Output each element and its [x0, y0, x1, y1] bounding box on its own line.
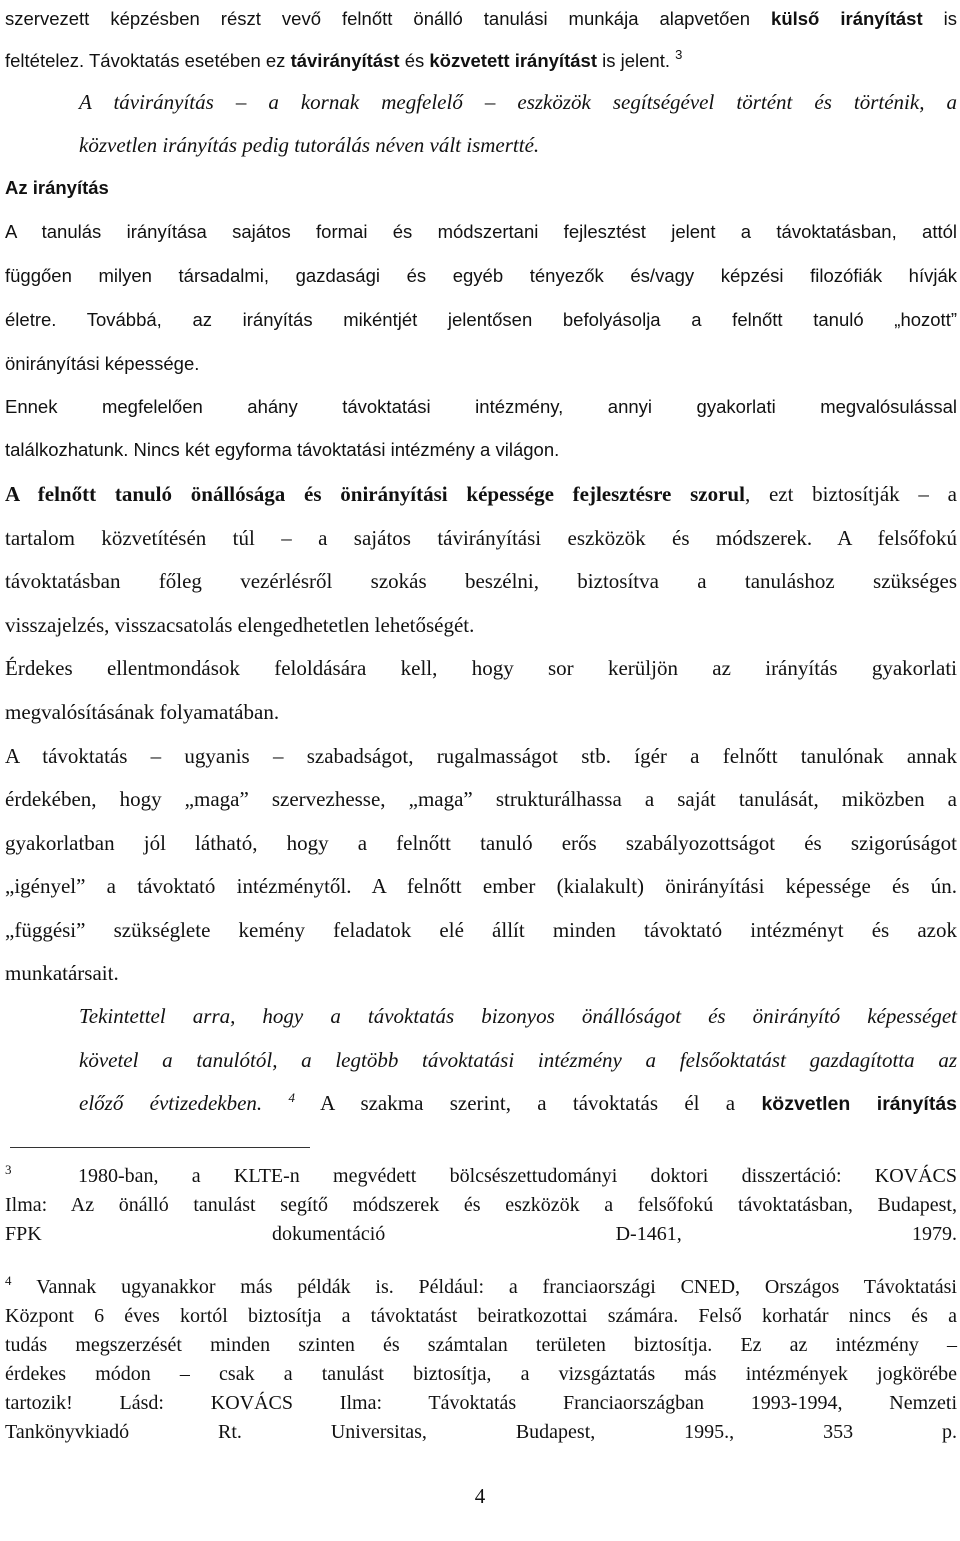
text-run: is	[943, 8, 958, 29]
page-number: 4	[474, 1484, 486, 1508]
text-run: 1980-ban, a KLTE-n megvédett bölcsészettudományi doktori disszertáció: KOVÁCS	[77, 1165, 957, 1187]
footnote-line: FPK dokumentáció D-1461, 1979.	[5, 1223, 957, 1245]
footnote-number: 4	[5, 1273, 12, 1288]
body-line: Ennek megfelelően ahány távoktatási intézmény, annyi gyakorlati megvalósulással	[5, 396, 957, 417]
footnote-separator	[10, 1147, 310, 1148]
body-line: életre. Továbbá, az irányítás mikéntjét jelentősen befolyásolja a felnőtt tanuló „hozott”	[5, 309, 957, 330]
footnote-number: 3	[5, 1162, 12, 1177]
text-run: is jelent.	[602, 50, 670, 71]
footnote-ref: 3	[675, 47, 683, 62]
footnote-line: tartozik! Lásd: KOVÁCS Ilma: Távoktatás Franciaországban 1993-1994, Nemzeti	[5, 1392, 957, 1414]
quote-line: A távirányítás – a kornak megfelelő – eszközök segítségével történt és történik, a	[79, 90, 957, 114]
bold-text: külső irányítást	[771, 8, 923, 29]
body-line	[5, 49, 957, 73]
body-line: munkatársait.	[5, 961, 119, 985]
body-line: tartalom közvetítésén túl – a sajátos távirányítási eszközök és módszerek. A felsőfokú	[5, 526, 957, 550]
text-run: szervezett képzésben részt vevő felnőtt önálló tanulási munkája alapvetően	[5, 8, 751, 29]
body-line: Érdekes ellentmondások feloldására kell, hogy sor kerüljön az irányítás gyakorlati	[5, 656, 957, 680]
body-line: függően milyen társadalmi, gazdasági és egyéb tényezők és/vagy képzési filozófiák hívják	[5, 265, 957, 286]
text-run: Vannak ugyanakkor más példák is. Például: a franciaországi CNED, Országos Távoktatási	[36, 1276, 957, 1298]
quote-line	[79, 1091, 957, 1116]
bold-text: közvetett irányítást	[429, 50, 597, 71]
body-line: önirányítási képessége.	[5, 353, 200, 374]
footnote-line: tudás megszerzését minden szinten és számtalan területen biztosítja. Ez az intézmény –	[5, 1334, 957, 1356]
body-line	[5, 482, 957, 506]
body-line: távoktatásban főleg vezérlésről szokás beszélni, biztosítva a tanuláshoz szükséges	[5, 569, 957, 593]
bold-text: távirányítást	[290, 50, 400, 71]
footnote-line: Ilma: Az önálló tanulást segítő módszerek és eszközök a felsőfokú távoktatásban, Budapest,	[5, 1194, 957, 1216]
bold-text: közvetlen irányítás	[761, 1093, 958, 1115]
body-line: A tanulás irányítása sajátos formai és módszertani fejlesztést jelent a távoktatásban, attól	[5, 221, 957, 242]
quote-line: közvetlen irányítás pedig tutorálás néven vált ismertté.	[79, 133, 540, 157]
body-line: A távoktatás – ugyanis – szabadságot, rugalmasságot stb. ígér a felnőtt tanulónak annak	[5, 744, 957, 768]
body-line: megvalósításának folyamatában.	[5, 700, 280, 724]
text-run: feltételez. Távoktatás esetében ez	[5, 50, 286, 71]
italic-text: előző évtizedekben.	[79, 1091, 263, 1115]
text-run: A szakma szerint, a távoktatás él a	[320, 1091, 736, 1115]
bold-text: A felnőtt tanuló önállósága és önirányítási képessége fejlesztésre szorul	[5, 482, 745, 506]
body-line: visszajelzés, visszacsatolás elengedhetetlen lehetőségét.	[5, 613, 475, 637]
footnote-line: érdekes módon – csak a tanulást biztosítja, a vizsgáztatás más intézmények jogkörébe	[5, 1363, 957, 1385]
body-line: érdekében, hogy „maga” szervezhesse, „maga” strukturálhassa a saját tanulását, miközben a	[5, 787, 957, 811]
body-line: „igényel” a távoktató intézménytől. A felnőtt ember (kialakult) önirányítási képessége és ún.	[5, 874, 957, 898]
quote-line: követel a tanulótól, a legtöbb távoktatási intézmény a felsőoktatást gazdagította az	[79, 1048, 957, 1072]
footnote-ref: 4	[288, 1090, 295, 1105]
body-line: gyakorlatban jól látható, hogy a felnőtt tanuló erős szabályozottságot és szigorúságot	[5, 831, 957, 855]
body-line: „függési” szükséglete kemény feladatok elé állít minden távoktató intézményt és azok	[5, 918, 957, 942]
quote-line: Tekintettel arra, hogy a távoktatás bizonyos önállóságot és önirányító képességet	[79, 1004, 957, 1028]
footnote-line	[5, 1275, 957, 1299]
body-line	[5, 7, 957, 31]
footnote-line: Központ 6 éves kortól biztosítja a távoktatást beiratkozottai számára. Felső korhatár nincs és a	[5, 1305, 957, 1327]
body-line: találkozhatunk. Nincs két egyforma távoktatási intézmény a világon.	[5, 439, 560, 460]
footnote-line	[5, 1164, 957, 1188]
section-heading: Az irányítás	[5, 177, 109, 198]
text-run: , ezt biztosítják – a	[744, 482, 957, 506]
footnote-line: Tankönyvkiadó Rt. Universitas, Budapest, 1995., 353 p.	[5, 1421, 957, 1443]
text-run: és	[404, 50, 425, 71]
